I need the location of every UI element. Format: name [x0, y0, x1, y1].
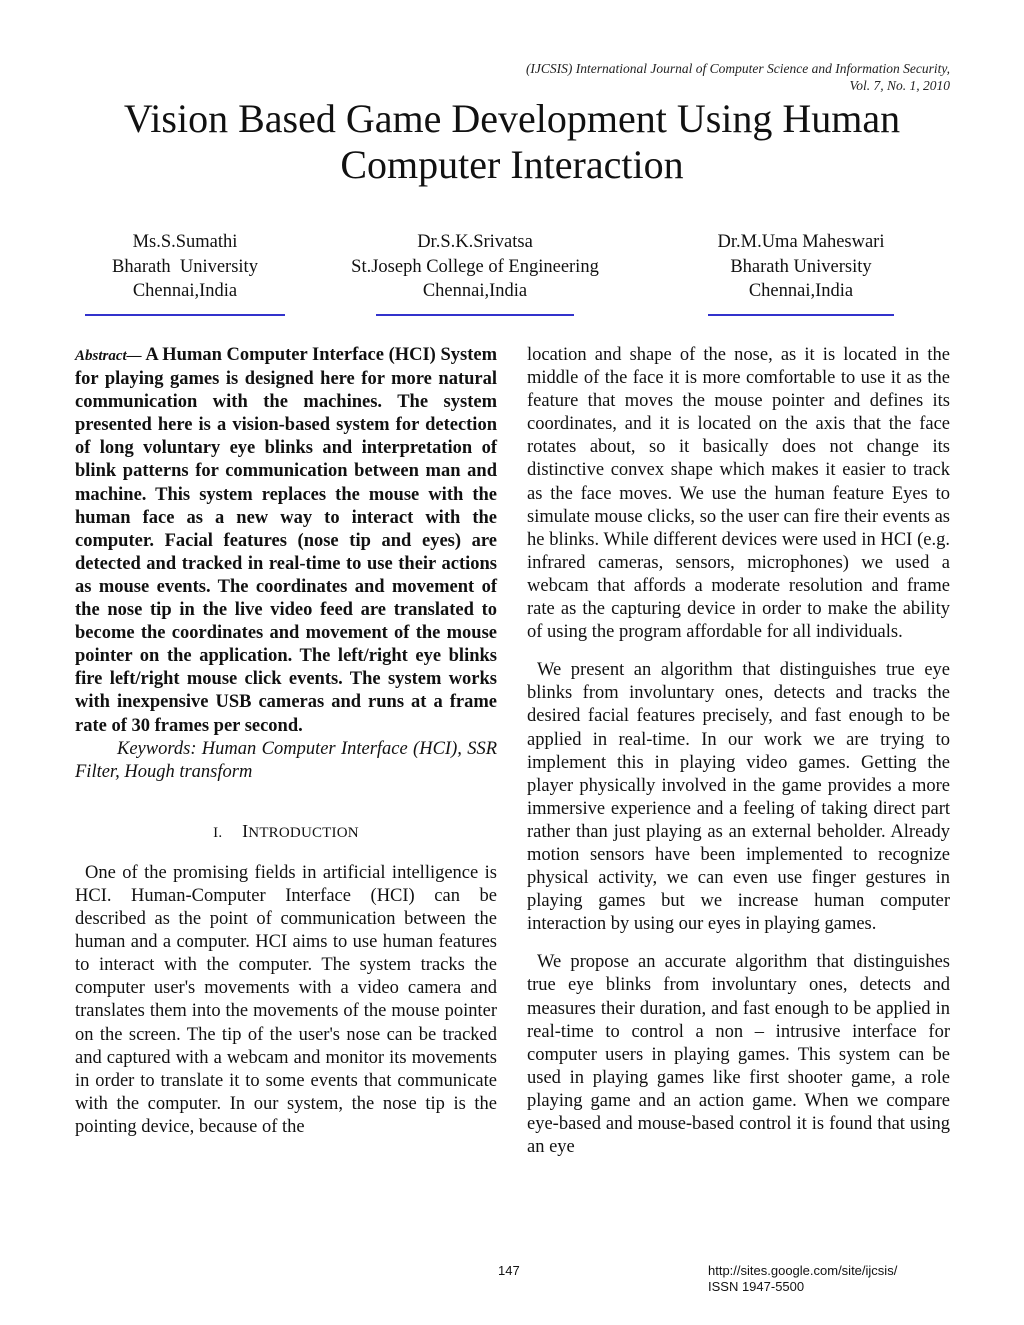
paper-title [0, 96, 1024, 188]
abstract-label: Abstract— [75, 348, 142, 364]
author-affiliation: Bharath University [730, 256, 872, 277]
right-column [527, 344, 950, 1159]
footer-url: http://sites.google.com/site/ijcsis/ [708, 1263, 898, 1278]
title-line-2: Computer Interaction [340, 142, 684, 187]
left-column [75, 344, 497, 1139]
author-location: Chennai,India [748, 281, 854, 301]
author-divider [708, 314, 894, 316]
abstract-text: A Human Computer Interface (HCI) System for playing games is designed here for more natural communication with the machines. The system presented here is a vision-based system for detection of long voluntary eye blinks and interpretation of blink patterns for communication between man and machine. This system replaces the mouse with the human face as a new way to interact with the computer. Facial features (nose tip and eyes) are detected and tracked in real-time to use their actions as mouse events. The coordinates and movement of the nose tip in the live video feed are translated to become the coordinates and movement of the mouse pointer on the application. The left/right eye blinks fire left/right mouse click events. The system works with inexpensive USB cameras and runs at a frame rate of 30 frames per second. [75, 345, 498, 736]
journal-name: (IJCSIS) International Journal of Computer Science and Information Security, [525, 61, 950, 76]
author-name: Dr.S.K.Srivatsa [417, 232, 533, 252]
section-heading-introduction [75, 820, 497, 845]
body-paragraph-3: We propose an accurate algorithm that distinguishes true eye blinks from involuntary ones, detects and measures their duration, and fast enough to be applied in real-time to control a non – intrusive interface for computer users in playing games. This system can be used in playing games like first shooter game, a role playing game and an action game. When we compare eye-based and mouse-based control it is found that using an eye [527, 952, 950, 1158]
abstract [75, 344, 497, 738]
section-title-initial: I [242, 820, 249, 841]
keywords: Keywords: Human Computer Interface (HCI), SSR Filter, Hough transform [75, 738, 497, 782]
footer-issn: ISSN 1947-5500 [708, 1279, 805, 1294]
body-paragraph-2: We present an algorithm that distinguishes true eye blinks from involuntary ones, detects and tracks the desired facial features precisely, and fast enough to be applied in real-time. In our work we are trying to implement this in playing video games. Getting the player physically involved in the game provides a more immersive experience and a feeling of taking direct part rather than just playing as an external beholder. Already motion sensors have been implemented to recognize physical activity, we can even use finger gestures in playing games but we increase human computer interaction by using our eyes in playing games. [527, 660, 950, 935]
author-block-1 [60, 230, 310, 316]
author-divider [376, 314, 574, 316]
intro-paragraph-1: One of the promising fields in artificial intelligence is HCI. Human-Computer Interface (HCI) can be described as the point of communication between the human and a computer. HCI aims to use human features to interact with the computer. The system tracks the computer user's movements with a video camera and translates them into the movements of the mouse pointer on the screen. The tip of the user's nose can be tracked and captured with a webcam and monitor its movements in order to translate it to some events that communicate with the computer. In our system, the nose tip is the pointing device, because of the [75, 862, 497, 1137]
author-block-3 [686, 230, 916, 316]
author-name: Ms.S.Sumathi [132, 232, 238, 252]
body-paragraph-continued: location and shape of the nose, as it is located in the middle of the face it is more comfortable to use it as the feature that moves the mouse pointer and defines its coordinates, and it is located on the axis that the face rotates about, so it basically does not change its distinctive convex shape which makes it easier to track as the face moves. We use the human feature Eyes to simulate mouse clicks, so the user can fire their events as he blinks. While different devices were used in HCI (e.g. infrared cameras, sensors, microphones) we used a webcam that affords a moderate resolution and frame rate as the capturing device in order to make the ability of using the program affordable for all individuals. [527, 345, 950, 643]
page-number: 147 [498, 1263, 520, 1278]
title-line-1: Vision Based Game Development Using Human [123, 96, 901, 141]
journal-header [526, 60, 950, 94]
journal-volume: Vol. 7, No. 1, 2010 [849, 78, 950, 93]
author-location: Chennai,India [132, 281, 238, 301]
section-number: I. [213, 824, 223, 841]
author-name: Dr.M.Uma Maheswari [717, 232, 885, 252]
author-location: Chennai,India [422, 281, 528, 301]
author-divider [85, 314, 285, 316]
author-affiliation: St.Joseph College of Engineering [351, 256, 599, 277]
section-title-rest: NTRODUCTION [248, 824, 359, 841]
footer-info [708, 1263, 897, 1295]
author-affiliation: Bharath University [112, 256, 258, 277]
author-block-2 [330, 230, 620, 316]
